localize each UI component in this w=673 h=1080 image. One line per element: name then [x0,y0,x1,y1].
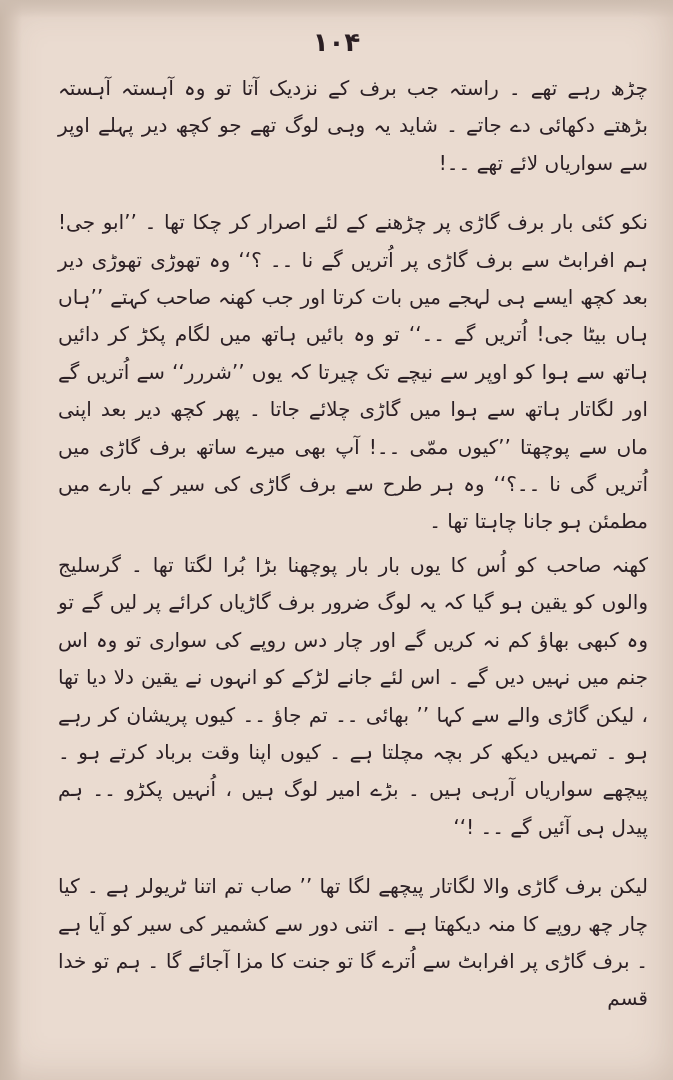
paragraph: لیکن برف گاڑی والا لگاتار پیچھے لگا تھا ’’ صاب تم اتنا ٹریولر ہے ۔ کیا چار چھ روپے کا منہ دیکھتا ہے ۔ اتنی دور سے کشمیر کی سیر کو آیا ہے ۔ برف گاڑی پر افرابٹ سے اُترے گا تو جنت کا مزا آجائے گا ۔ ہم تو خدا قسم [58,874,648,1011]
paragraph: چڑھ رہے تھے ۔ راستہ جب برف کے نزدیک آتا تو وہ آہستہ آہستہ بڑھتے دکھائی دے جاتے ۔ شاید یہ وہی لوگ تھے جو کچھ دیر پہلے اوپر سے سواریاں لائے تھے ۔۔! [58,76,648,175]
page-number: ١٠۴ [312,28,361,58]
scan-shadow-top [0,0,673,18]
paragraph: کھنہ صاحب کو اُس کا یوں بار بار پوچھنا بڑا بُرا لگتا تھا ۔ گرسلیج والوں کو یقین ہو گیا کہ یہ لوگ ضرور برف گاڑیاں کرائے پر لیں گے تو وہ کبھی بھاؤ کم نہ کریں گے اور چار دس روپے کی سواری تو وہ اس جنم میں نہیں دیں گے ۔ اس لئے جانے لڑکے کو انہوں نے یقین دلا دیا تھا ، لیکن گاڑی والے سے کہا ’’ بھائی ۔۔ تم جاؤ ۔۔ کیوں پریشان کر رہے ہو ۔ تمہیں دیکھ کر بچہ مچلتا ہے ۔ کیوں اپنا وقت برباد کرتے ہو ۔ پیچھے سواریاں آرہی ہیں ۔ بڑے امیر لوگ ہیں ، اُنہیں پکڑو ۔۔ ہم پیدل ہی آئیں گے ۔۔ !‘‘ [58,552,648,839]
paragraph: نکو کئی بار برف گاڑی پر چڑھنے کے لئے اصرار کر چکا تھا ۔ ’’ابو جی! ہم افرابٹ سے برف گاڑی پر اُتریں گے نا ۔۔ ؟‘‘ وہ تھوڑی تھوڑی دیر بعد کچھ ایسے ہی لہجے میں بات کرتا اور جب کھنہ صاحب کہتے ’’ہاں ہاں بیٹا جی! اُتریں گے ۔۔‘‘ تو وہ بائیں ہاتھ میں لگام پکڑ کر دائیں ہاتھ سے ہوا کو اوپر سے نیچے تک چیرتا کہ یوں ’’شررر‘‘ سے اُتریں گے اور لگاتار ہاتھ سے ہوا میں گاڑی چلائے جاتا ۔ پھر کچھ دیر بعد اپنی ماں سے پوچھتا ’’کیوں ممّی ۔۔! آپ بھی میرے ساتھ برف گاڑی میں اُتریں گی نا ۔۔؟‘‘ وہ ہر طرح سے برف گاڑی کی سیر کے بارے میں مطمئن ہو جانا چاہتا تھا ۔ [58,210,648,534]
page-text [58,70,648,1018]
scan-shadow-left [0,0,22,1080]
